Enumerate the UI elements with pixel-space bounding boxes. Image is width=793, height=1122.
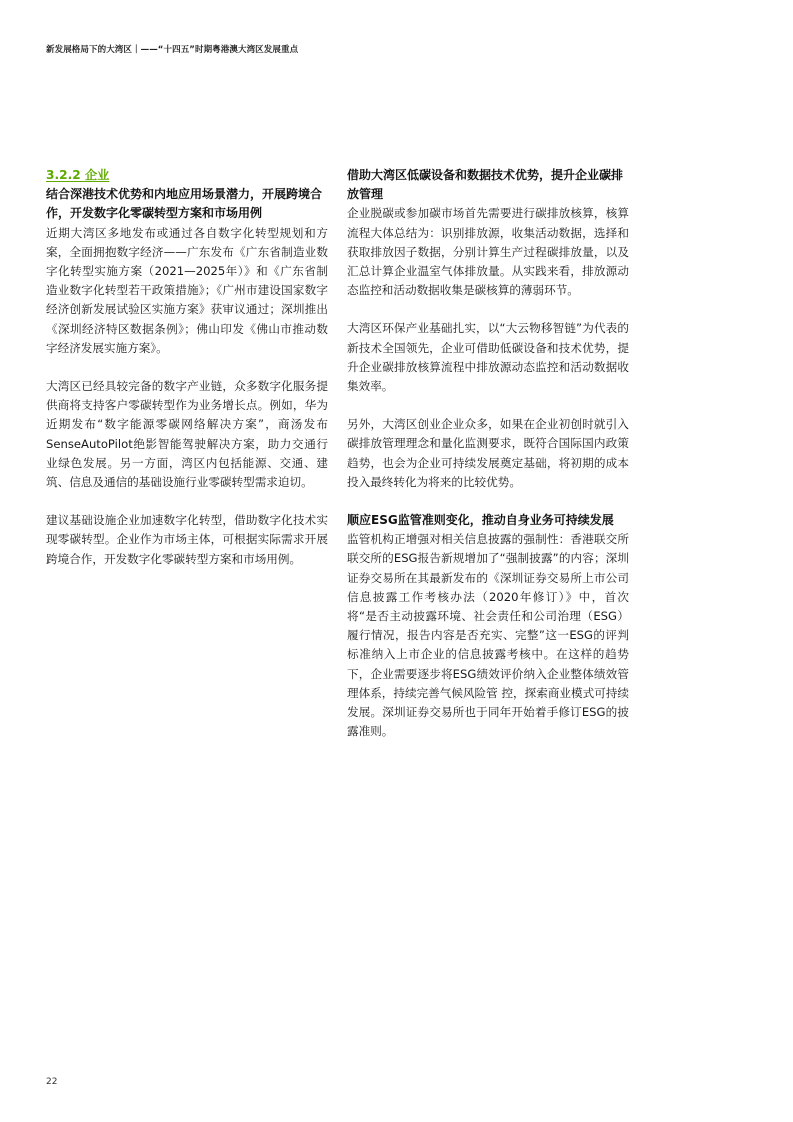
section-number: 3.2.2 企业: [46, 168, 110, 182]
left-paragraph-1: 近期大湾区多地发布或通过各自数字化转型规划和方案，全面拥抱数字经济——广东发布《广东省制造业数字化转型实施方案（2021—2025年）》和《广东省制造业数字化转型若干政策措施》；《广州市建设国家数字经济创新发展试验区实施方案》获审议通过；深圳推出《深圳经济特区数据条例》；佛山印发《佛山市推动数字经济发展实施方案》。: [46, 225, 328, 355]
right-subheading-2: 顺应ESG监管准则变化，推动自身业务可持续发展: [347, 513, 614, 528]
right-paragraph-2: 大湾区环保产业基础扎实，以“大云物移智链”为代表的新技术全国领先，企业可借助低碳设备和技术优势，提升企业碳排放核算流程中排放源动态监控和活动数据收集效率。: [347, 321, 629, 394]
running-header: 新发展格局下的大湾区｜——“十四五”时期粤港澳大湾区发展重点: [46, 45, 299, 55]
left-paragraph-2: 大湾区已经具较完备的数字产业链，众多数字化服务提供商将支持客户零碳转型作为业务增长点。例如，华为近期发布“数字能源零碳网络解决方案”，商汤发布SenseAutoPilot绝影智能驾驶解决方案，助力交通行业绿色发展。另一方面，湾区内包括能源、交通、建筑、信息及通信的基础设施行业零碳转型需求迫切。: [46, 379, 328, 490]
right-column: [347, 166, 629, 741]
right-paragraph-4: 监管机构正增强对相关信息披露的强制性：香港联交所联交所的ESG报告新规增加了“强制披露”的内容；深圳证券交易所在其最新发布的《深圳证券交易所上市公司信息披露工作考核办法（2020年修订）》中，首次将“是否主动披露环境、社会责任和公司治理（ESG）履行情况，报告内容是否充实、完整”这一ESG的评判标准纳入上市企业的信息披露考核中。在这样的趋势下，企业需要逐步将ESG绩效评价纳入企业整体绩效管理体系，持续完善气候风险管 控，探索商业模式可持续发展。深圳证券交易所也于同年开始着手修订ESG的披露准则。: [347, 532, 629, 739]
left-subheading: 结合深港技术优势和内地应用场景潜力，开展跨境合作，开发数字化零碳转型方案和市场用例: [46, 187, 323, 221]
page-number: 22: [46, 1077, 58, 1087]
left-column: [46, 166, 328, 569]
right-paragraph-3: 另外，大湾区创业企业众多，如果在企业初创时就引入碳排放管理理念和量化监测要求，既符合国际国内政策趋势，也会为企业可持续发展奠定基础，将初期的成本投入最终转化为将来的比较优势。: [347, 417, 629, 489]
right-paragraph-1: 企业脱碳或参加碳市场首先需要进行碳排放核算，核算流程大体总结为：识别排放源，收集活动数据，选择和获取排放因子数据，分别计算生产过程碳排放量，以及汇总计算企业温室气体排放量。从实践来看，排放源动态监控和活动数据收集是碳核算的薄弱环节。: [347, 206, 629, 298]
left-paragraph-3: 建议基础设施企业加速数字化转型，借助数字化技术实现零碳转型。企业作为市场主体，可根据实际需求开展跨境合作，开发数字化零碳转型方案和市场用例。: [46, 513, 328, 566]
right-subheading-1: 借助大湾区低碳设备和数据技术优势，提升企业碳排放管理: [347, 168, 624, 202]
